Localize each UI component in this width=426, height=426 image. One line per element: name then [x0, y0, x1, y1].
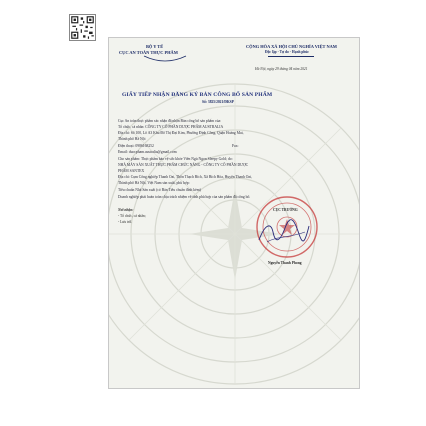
organization-line: Tổ chức, cá nhân: CÔNG TY CỔ PHẦN DƯỢC PHẨM AUSTRALIA	[118, 125, 224, 129]
organization-address: Địa chỉ: Số 100, Lô A3 Khu Đô Thị Đại Kim, Phường Định Công, Quận Hoàng Mai,	[118, 131, 244, 135]
manufacturer-address: Địa chỉ: Cụm Công nghiệp Thanh Oai, Thôn Thạch Bích, Xã Bích Hòa, Huyện Thanh Oai,	[118, 175, 252, 179]
ministry-name: BỘ Y TẾ	[146, 44, 164, 49]
recipient-item: - Lưu trữ.	[118, 220, 132, 224]
product-line: Cho sản phẩm: Thực phẩm bảo vệ sức khỏe Viên Ngủ Ngon Sleepy Gold; do:	[118, 157, 233, 161]
issue-date: Hà Nội, ngày 29 tháng 04 năm 2021	[255, 67, 308, 71]
recipient-item: - Tổ chức, cá nhân;	[118, 214, 146, 218]
qr-code	[69, 14, 96, 41]
motto-underline	[268, 56, 314, 57]
fax-label: Fax:	[232, 144, 239, 148]
nation-name: CỘNG HÒA XÃ HỘI CHỦ NGHĨA VIỆT NAM	[246, 44, 337, 49]
phone-line: Điện thoại: 0986168252	[118, 144, 154, 148]
manufacturer-line-2: PHẨM SANTEX	[118, 169, 145, 173]
manufacturer-line: NHÀ MÁY SẢN XUẤT THỰC PHẨM CHỨC NĂNG - CÔNG TY CỔ PHẦN DƯỢC	[118, 163, 249, 167]
document-number: Số: 3825/2021/ĐKSP	[202, 100, 234, 104]
agency-underline-swoosh	[142, 54, 188, 62]
email-line: Email: duocpham.australia@gmail.com	[118, 150, 177, 154]
signature	[255, 218, 311, 248]
nation-motto: Độc lập - Tự do - Hạnh phúc	[265, 50, 309, 54]
responsibility-line: Doanh nghiệp phải hoàn toàn chịu trách nhiệm về tính phù hợp của sản phẩm đã công bố.	[118, 195, 251, 199]
agency-name: CỤC AN TOÀN THỰC PHẨM	[119, 50, 178, 55]
signer-name: Nguyễn Thanh Phong	[268, 261, 302, 265]
standard-line: Tiêu chuẩn Nhà Sản xuất (có Bản Tiêu chuẩn đính kèm)	[118, 188, 201, 192]
manufacturer-city: Thành phố Hà Nội, Việt Nam sản xuất, phù hợp:	[118, 181, 190, 185]
intro-line: Cục An toàn thực phẩm xác nhận đã nhận Bản công bố sản phẩm của:	[118, 119, 222, 123]
document-title: GIẤY TIẾP NHẬN ĐĂNG KÝ BẢN CÔNG BỐ SẢN PHẨM	[122, 92, 273, 98]
signer-position: CỤC TRƯỞNG	[273, 208, 298, 212]
recipients-label: Nơi nhận:	[118, 208, 134, 212]
organization-city: Thành phố Hà Nội	[118, 137, 146, 141]
